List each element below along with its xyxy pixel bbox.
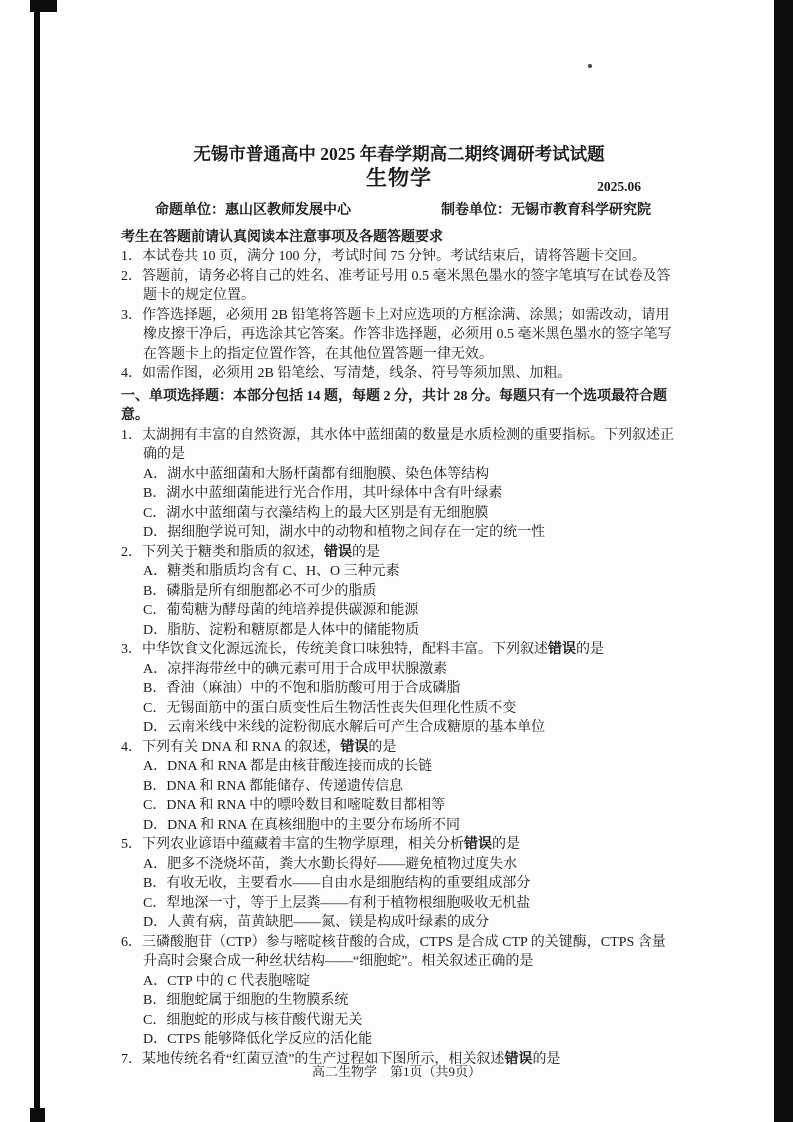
- question-number: 3．: [121, 642, 142, 657]
- question-option: B．DNA 和 RNA 都能储存、传递遗传信息: [143, 778, 404, 794]
- question-option: A．湖水中蓝细菌和大肠杆菌都有细胞膜、染色体等结构: [143, 466, 490, 482]
- question-option: C．湖水中蓝细菌与衣藻结构上的最大区别是有无细胞膜: [143, 505, 489, 521]
- scan-artifact-right-bar: [774, 0, 793, 1122]
- exam-title: 无锡市普通高中 2025 年春学期高二期终调研考试试题: [193, 144, 605, 164]
- question-number: 6．: [121, 934, 142, 950]
- section-heading: 一、单项选择题：本部分包括 14 题，每题 2 分，共计 28 分。每题只有一个选项最符合题意。: [121, 388, 667, 423]
- question-option: D．据细胞学说可知，湖水中的动物和植物之间存在一定的统一性: [143, 525, 546, 540]
- question-stem: 7．某地传统名肴“红菌豆渣”的生产过程如下图所示，相关叙述错误的是: [121, 1051, 561, 1067]
- question: [121, 426, 677, 543]
- notice-heading: 考生在答题前请认真阅读本注意事项及各题答题要求: [121, 229, 443, 245]
- question-stem: 5．下列农业谚语中蕴藏着丰富的生物学原理，相关分析错误的是: [121, 837, 520, 852]
- question-option: D．人黄有病，苗黄缺肥——氮、镁是构成叶绿素的成分: [143, 915, 490, 930]
- question: [121, 543, 677, 641]
- question-option: B．湖水中蓝细菌能进行光合作用，其叶绿体中含有叶绿素: [143, 486, 503, 501]
- notice-section: [121, 228, 677, 384]
- notice-item: 3．作答选择题，必须用 2B 铅笔将答题卡上对应选项的方框涂满、涂黑；如需改动，请用橡皮擦干净后，再选涂其它答案。作答非选择题，必须用 0.5 毫米黑色墨水的签字笔写在答题卡上的指定位置作答，在其他位置答题一律无效。: [121, 307, 672, 362]
- subject-title: 生物学: [366, 166, 432, 190]
- question-number: 5．: [121, 837, 142, 852]
- question-option: A．CTP 中的 C 代表胞嘧啶: [143, 973, 311, 989]
- question-option: C．无锡面筋中的蛋白质变性后生物活性丧失但理化性质不变: [143, 700, 517, 716]
- question-option: D．云南米线中米线的淀粉彻底水解后可产生合成糖原的基本单位: [143, 720, 546, 735]
- question-option: D．DNA 和 RNA 在真核细胞中的主要分布场所不同: [143, 817, 460, 833]
- question-option: A．肥多不浇烧坏苗，粪大水勤长得好——避免植物过度失水: [143, 856, 518, 872]
- question-option: A．凉拌海带丝中的碘元素可用于合成甲状腺激素: [143, 661, 448, 677]
- question-option: B．细胞蛇属于细胞的生物膜系统: [143, 993, 349, 1008]
- org-row: [121, 201, 677, 221]
- question-number: 7．: [121, 1051, 142, 1067]
- question-number: 2．: [121, 544, 142, 560]
- question-list: [121, 426, 677, 1070]
- question-number: 4．: [121, 739, 142, 755]
- subject-row: [121, 166, 677, 199]
- question: [121, 738, 677, 836]
- question-option: A．糖类和脂质均含有 C、H、O 三种元素: [143, 564, 400, 579]
- page-footer: 高二生物学 第1页（共9页）: [311, 1064, 481, 1079]
- setter-unit: 命题单位：惠山区教师发展中心: [155, 203, 351, 218]
- notice-list: [121, 247, 677, 384]
- question-option: B．有收无收，主要看水——自由水是细胞结构的重要组成部分: [143, 876, 531, 891]
- question-option: D．脂肪、淀粉和糖原都是人体中的储能物质: [143, 622, 420, 638]
- question-option: B．磷脂是所有细胞都必不可少的脂质: [143, 583, 377, 599]
- question-number: 1．: [121, 427, 142, 443]
- question-stem: 3．中华饮食文化源远流长，传统美食口味独特，配料丰富。下列叙述错误的是: [121, 642, 604, 657]
- question-option: A．DNA 和 RNA 都是由核苷酸连接而成的长链: [143, 759, 432, 774]
- question-option: B．香油（麻油）中的不饱和脂肪酸可用于合成磷脂: [143, 681, 461, 696]
- notice-item: 4．如需作图，必须用 2B 铅笔绘、写清楚，线条、符号等须加黑、加粗。: [121, 366, 572, 381]
- notice-item: 1．本试卷共 10 页，满分 100 分，考试时间 75 分钟。考试结束后，请将答题卡交回。: [121, 249, 646, 264]
- scan-artifact-top-left: [30, 0, 57, 12]
- producer-unit: 制卷单位：无锡市教育科学研究院: [441, 203, 651, 218]
- question: [121, 640, 677, 738]
- question: [121, 835, 677, 933]
- scan-artifact-bottom-left: [30, 1108, 45, 1122]
- question-stem: 4．下列有关 DNA 和 RNA 的叙述，错误的是: [121, 739, 397, 755]
- scan-artifact-dot: [588, 64, 592, 68]
- scan-artifact-left-bar: [34, 0, 40, 1122]
- question-option: D．CTPS 能够降低化学反应的活化能: [143, 1032, 373, 1047]
- question-stem: 2．下列关于糖类和脂质的叙述，错误的是: [121, 544, 380, 560]
- question-option: C．葡萄糖为酵母菌的纯培养提供碳源和能源: [143, 603, 419, 618]
- question-stem: 6．三磷酸胞苷（CTP）参与嘧啶核苷酸的合成，CTPS 是合成 CTP 的关键酶，CTPS 含量升高时会聚合成一种丝状结构——“细胞蛇”。相关叙述正确的是: [121, 934, 666, 969]
- exam-date: 2025.06: [597, 178, 641, 194]
- question-option: C．DNA 和 RNA 中的嘌呤数目和嘧啶数目都相等: [143, 798, 446, 813]
- page-content: [121, 142, 677, 1069]
- question: [121, 933, 677, 1050]
- question-stem: 1．太湖拥有丰富的自然资源，其水体中蓝细菌的数量是水质检测的重要指标。下列叙述正确的是: [121, 427, 674, 462]
- question-option: C．犁地深一寸，等于上层粪——有利于植物根细胞吸收无机盐: [143, 895, 531, 911]
- question-option: C．细胞蛇的形成与核苷酸代谢无关: [143, 1012, 363, 1028]
- notice-item: 2．答题前，请务必将自己的姓名、准考证号用 0.5 毫米黑色墨水的签字笔填写在试卷及答题卡的规定位置。: [121, 268, 671, 303]
